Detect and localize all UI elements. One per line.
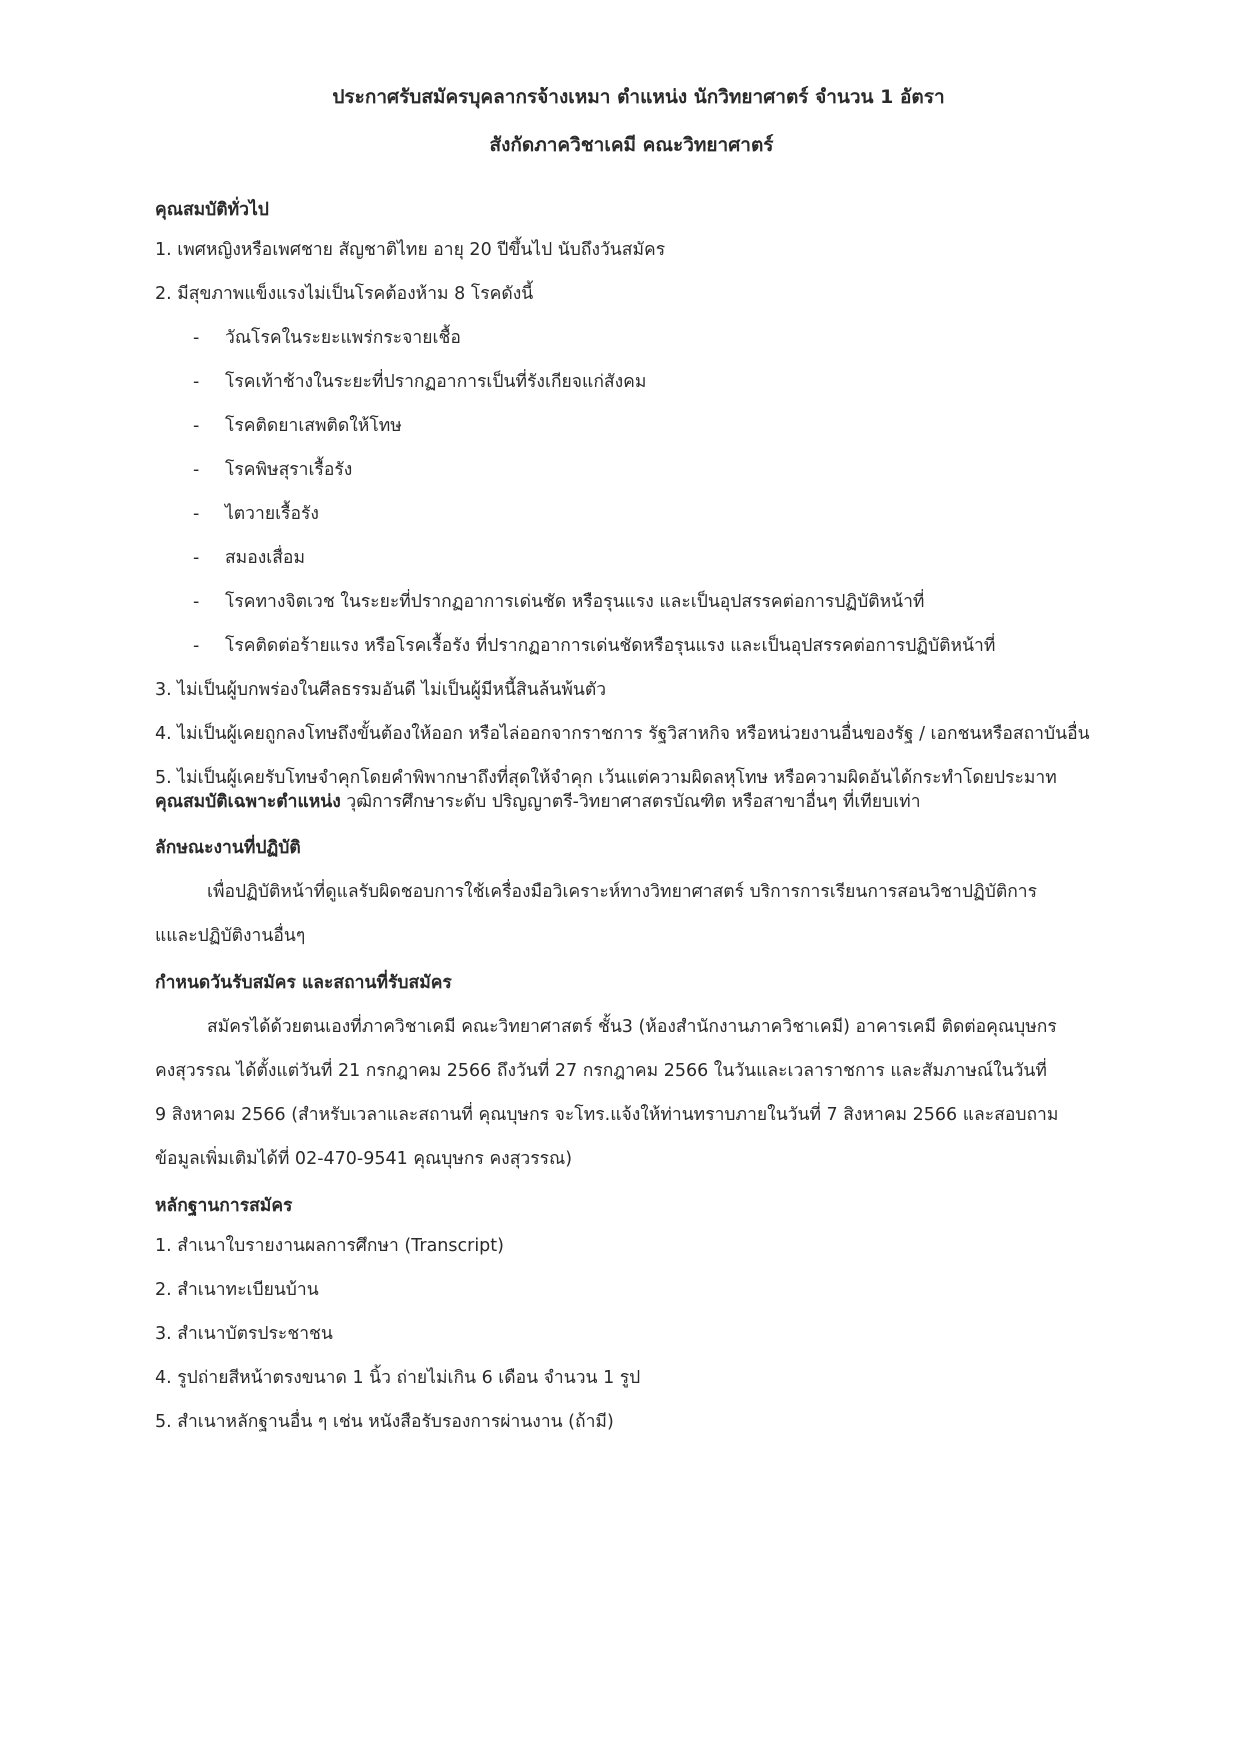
specific-qualifications-heading: คุณสมบัติเฉพาะตำแหน่ง [155,792,341,812]
general-item-5: 5. ไม่เป็นผู้เคยรับโทษจำคุกโดยคำพิพากษาถึงที่สุดให้จำคุก เว้นแต่ความผิดลหุโทษ หรือความผิดอันได้กระทำโดยประมาท [155,768,1057,788]
duties-line-1: เพื่อปฏิบัติหน้าที่ดูแลรับผิดชอบการใช้เครื่องมือวิเคราะห์ทางวิทยาศาสตร์ บริการการเรียนการสอนวิชาปฏิบัติการ [207,882,1038,902]
dash-marker: - [193,548,200,568]
general-item-4: 4. ไม่เป็นผู้เคยถูกลงโทษถึงขั้นต้องให้ออก หรือไล่ออกจากราชการ รัฐวิสาหกิจ หรือหน่วยงานอื่นของรัฐ / เอกชนหรือสถาบันอื่น [155,724,1090,744]
dash-marker: - [193,416,200,436]
disease-item: - โรคพิษสุราเรื้อรัง [193,460,353,480]
general-qualifications-heading: คุณสมบัติทั่วไป [155,200,269,220]
dash-marker: - [193,592,200,612]
disease-item: - โรคติดต่อร้ายแรง หรือโรคเรื้อรัง ที่ปรากฏอาการเด่นชัดหรือรุนแรง และเป็นอุปสรรคต่อการปฏิบัติหน้าที่ [193,636,996,656]
documents-heading: หลักฐานการสมัคร [155,1196,293,1216]
document-title: ประกาศรับสมัครบุคลากรจ้างเหมา ตำแหน่ง นักวิทยาศาตร์ จำนวน 1 อัตรา [332,86,945,108]
dash-marker: - [193,460,200,480]
disease-item: - โรคติดยาเสพติดให้โทษ [193,416,402,436]
application-line-3: 9 สิงหาคม 2566 (สำหรับเวลาและสถานที่ คุณบุษกร จะโทร.แจ้งให้ท่านทราบภายในวันที่ 7 สิงหาคม 2566 และสอบถาม [155,1105,1059,1125]
general-item-3: 3. ไม่เป็นผู้บกพร่องในศีลธรรมอันดี ไม่เป็นผู้มีหนี้สินล้นพ้นตัว [155,680,607,700]
document-subtitle: สังกัดภาควิชาเคมี คณะวิทยาศาตร์ [489,134,774,156]
duties-line-2: แและปฏิบัติงานอื่นๆ [155,926,306,946]
specific-qualifications-text: วุฒิการศึกษาระดับ ปริญญาตรี-วิทยาศาสตรบัณฑิต หรือสาขาอื่นๆ ที่เทียบเท่า [346,792,921,812]
dash-marker: - [193,328,200,348]
dash-marker: - [193,636,200,656]
dash-marker: - [193,504,200,524]
disease-item: - สมองเสื่อม [193,548,305,568]
specific-qualifications [155,790,1108,814]
prohibited-diseases-list [155,326,1108,658]
document-item: 1. สำเนาใบรายงานผลการศึกษา (Transcript) [155,1236,504,1256]
disease-item: - ไตวายเรื้อรัง [193,504,319,524]
document-item: 2. สำเนาทะเบียนบ้าน [155,1280,319,1300]
disease-item: - โรคเท้าช้างในระยะที่ปรากฏอาการเป็นที่รังเกียจแก่สังคม [193,372,647,392]
application-heading: กำหนดวันรับสมัคร และสถานที่รับสมัคร [155,973,452,993]
general-item-2: 2. มีสุขภาพแข็งแรงไม่เป็นโรคต้องห้าม 8 โรคดังนี้ [155,284,534,304]
application-line-2: คงสุวรรณ ได้ตั้งแต่วันที่ 21 กรกฎาคม 2566 ถึงวันที่ 27 กรกฎาคม 2566 ในวันและเวลาราชการ และสัมภาษณ์ในวันที่ [155,1061,1047,1081]
disease-item: - โรคทางจิตเวช ในระยะที่ปรากฏอาการเด่นชัด หรือรุนแรง และเป็นอุปสรรคต่อการปฏิบัติหน้าที่ [193,592,925,612]
dash-marker: - [193,372,200,392]
general-item-1: 1. เพศหญิงหรือเพศชาย สัญชาติไทย อายุ 20 ปีขึ้นไป นับถึงวันสมัคร [155,240,666,260]
document-item: 5. สำเนาหลักฐานอื่น ๆ เช่น หนังสือรับรองการผ่านงาน (ถ้ามี) [155,1412,614,1432]
disease-item: - วัณโรคในระยะแพร่กระจายเชื้อ [193,328,461,348]
documents-list [155,1234,1108,1434]
application-line-4: ข้อมูลเพิ่มเติมได้ที่ 02-470-9541 คุณบุษกร คงสุวรรณ) [155,1149,573,1169]
duties-heading: ลักษณะงานที่ปฏิบัติ [155,838,301,858]
application-line-1: สมัครได้ด้วยตนเองที่ภาควิชาเคมี คณะวิทยาศาสตร์ ชั้น3 (ห้องสำนักงานภาควิชาเคมี) อาคารเคมี ติดต่อคุณบุษกร [207,1017,1057,1037]
document-item: 3. สำเนาบัตรประชาชน [155,1324,333,1344]
document-item: 4. รูปถ่ายสีหน้าตรงขนาด 1 นิ้ว ถ่ายไม่เกิน 6 เดือน จำนวน 1 รูป [155,1368,641,1388]
